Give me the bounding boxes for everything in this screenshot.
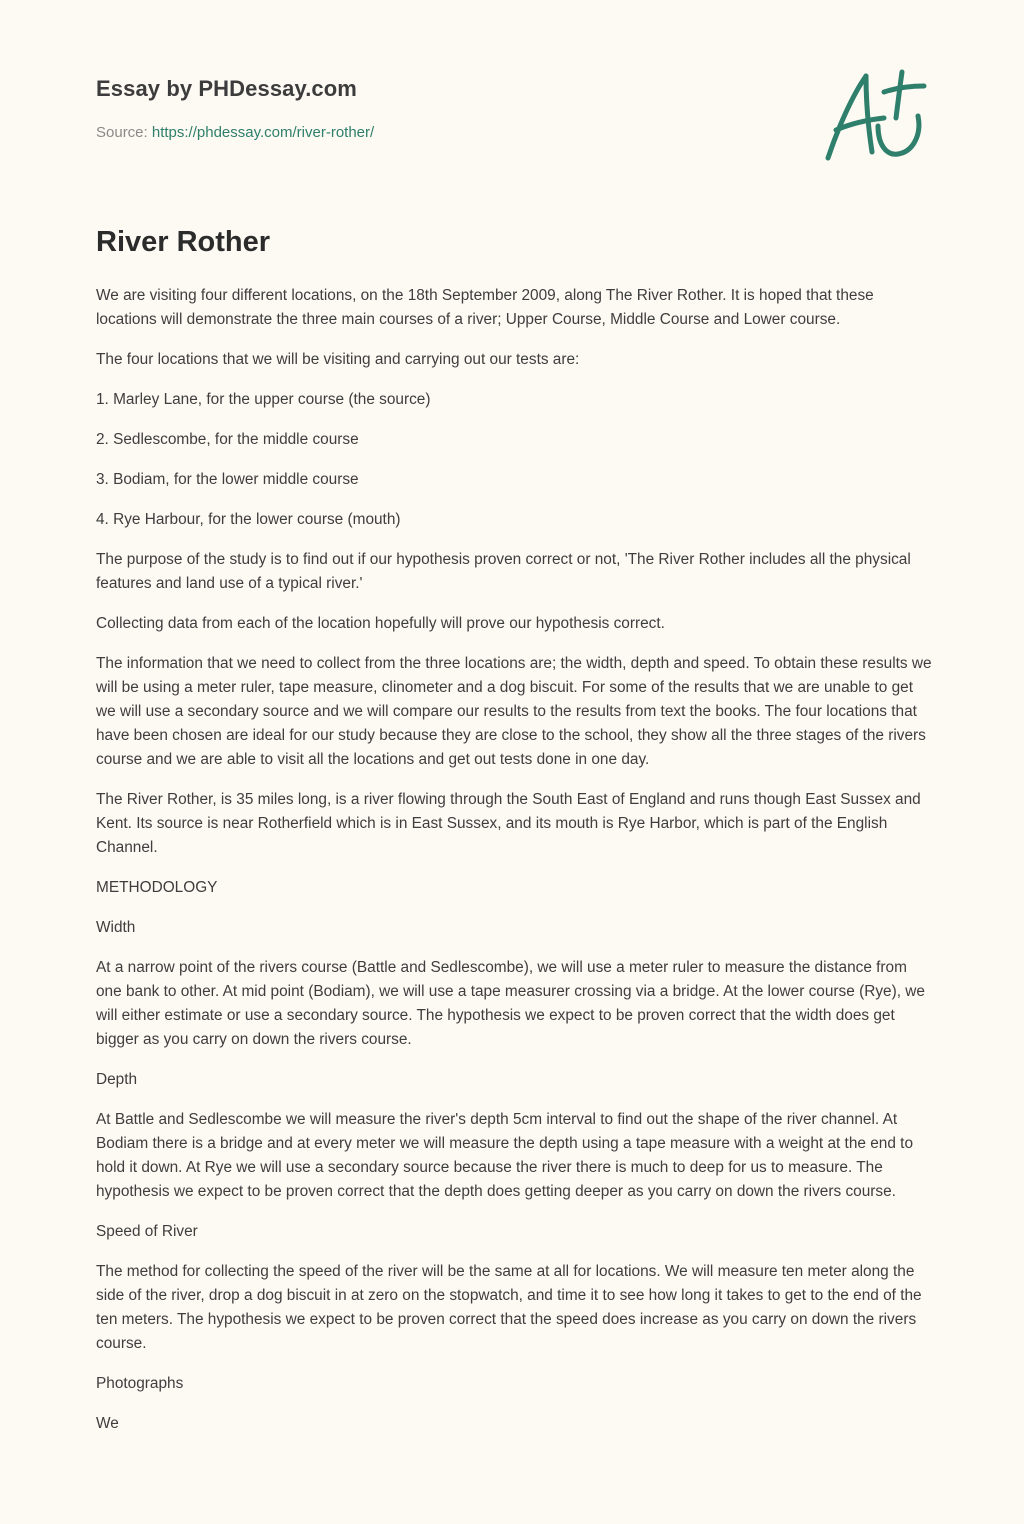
essay-list-item: 3. Bodiam, for the lower middle course xyxy=(96,471,359,488)
essay-paragraph: We xyxy=(96,1415,119,1432)
subheading-photographs: Photographs xyxy=(96,1375,184,1392)
essay-paragraph: The River Rother, is 35 miles long, is a river flowing through the South East of England and runs though East Sussex and Kent. Its source is near Rotherfield which is in East Sussex, and its mouth is Rye Harbor, which is part of the English Channel. xyxy=(96,791,921,856)
essay-page xyxy=(96,0,932,1432)
page-header xyxy=(96,0,932,200)
source-link[interactable]: https://phdessay.com/river-rother/ xyxy=(151,124,375,141)
subheading-speed: Speed of River xyxy=(96,1223,198,1240)
essay-paragraph: At Battle and Sedlescombe we will measure the river's depth 5cm interval to find out the shape of the river channel. At Bodiam there is a bridge and at every meter we will measure the depth using a tape measure with a weight at the end to hold it down. At Rye we will use a secondary source because the river there is much to deep for us to measure. The hypothesis we expect to be proven correct that the depth does getting deeper as you carry on down the rivers course. xyxy=(96,1111,914,1200)
site-title: Essay by PHDessay.com xyxy=(96,76,357,101)
essay-paragraph: The method for collecting the speed of the river will be the same at all for locations. We will measure ten meter along the side of the river, drop a dog biscuit in at zero on the stopwatch, and time it to see how long it takes to get to the end of the ten meters. The hypothesis we expect to be proven correct that the speed does increase as you carry on down the rivers course. xyxy=(96,1263,922,1352)
section-heading-methodology: METHODOLOGY xyxy=(96,879,218,896)
source-line xyxy=(96,124,374,141)
essay-list-item: 2. Sedlescombe, for the middle course xyxy=(96,431,359,448)
essay-paragraph: The four locations that we will be visiting and carrying out our tests are: xyxy=(96,351,580,368)
essay-paragraph: Collecting data from each of the location hopefully will prove our hypothesis correct. xyxy=(96,615,665,632)
essay-paragraph: The information that we need to collect from the three locations are; the width, depth and speed. To obtain these results we will be using a meter ruler, tape measure, clinometer and a dog biscuit. For some of the results that we are unable to get we will use a secondary source and we will compare our results to the results from text the books. The four locations that have been chosen are ideal for our study because they are close to the school, they show all the three stages of the rivers course and we are able to visit all the locations and get out tests done in one day. xyxy=(96,655,932,768)
essay-list-item: 1. Marley Lane, for the upper course (the source) xyxy=(96,391,431,408)
essay-title: River Rother xyxy=(96,226,271,258)
essay-paragraph: The purpose of the study is to find out if our hypothesis proven correct or not, 'The River Rother includes all the physical features and land use of a typical river.' xyxy=(96,551,911,592)
source-label: Source: xyxy=(96,124,152,141)
essay-list-item: 4. Rye Harbour, for the lower course (mouth) xyxy=(96,511,401,528)
subheading-width: Width xyxy=(96,919,136,936)
essay-body xyxy=(96,284,932,1452)
essay-paragraph: At a narrow point of the rivers course (Battle and Sedlescombe), we will use a meter ruler to measure the distance from one bank to other. At mid point (Bodiam), we will use a tape measurer crossing via a bridge. At the lower course (Rye), we will either estimate or use a secondary source. The hypothesis we expect to be proven correct that the width does get bigger as you carry on down the rivers course. xyxy=(96,959,925,1048)
a-plus-grade-icon xyxy=(822,66,928,166)
essay-paragraph: We are visiting four different locations, on the 18th September 2009, along The River Rother. It is hoped that these locations will demonstrate the three main courses of a river; Upper Course, Middle Course and Lower course. xyxy=(96,287,874,328)
subheading-depth: Depth xyxy=(96,1071,138,1088)
